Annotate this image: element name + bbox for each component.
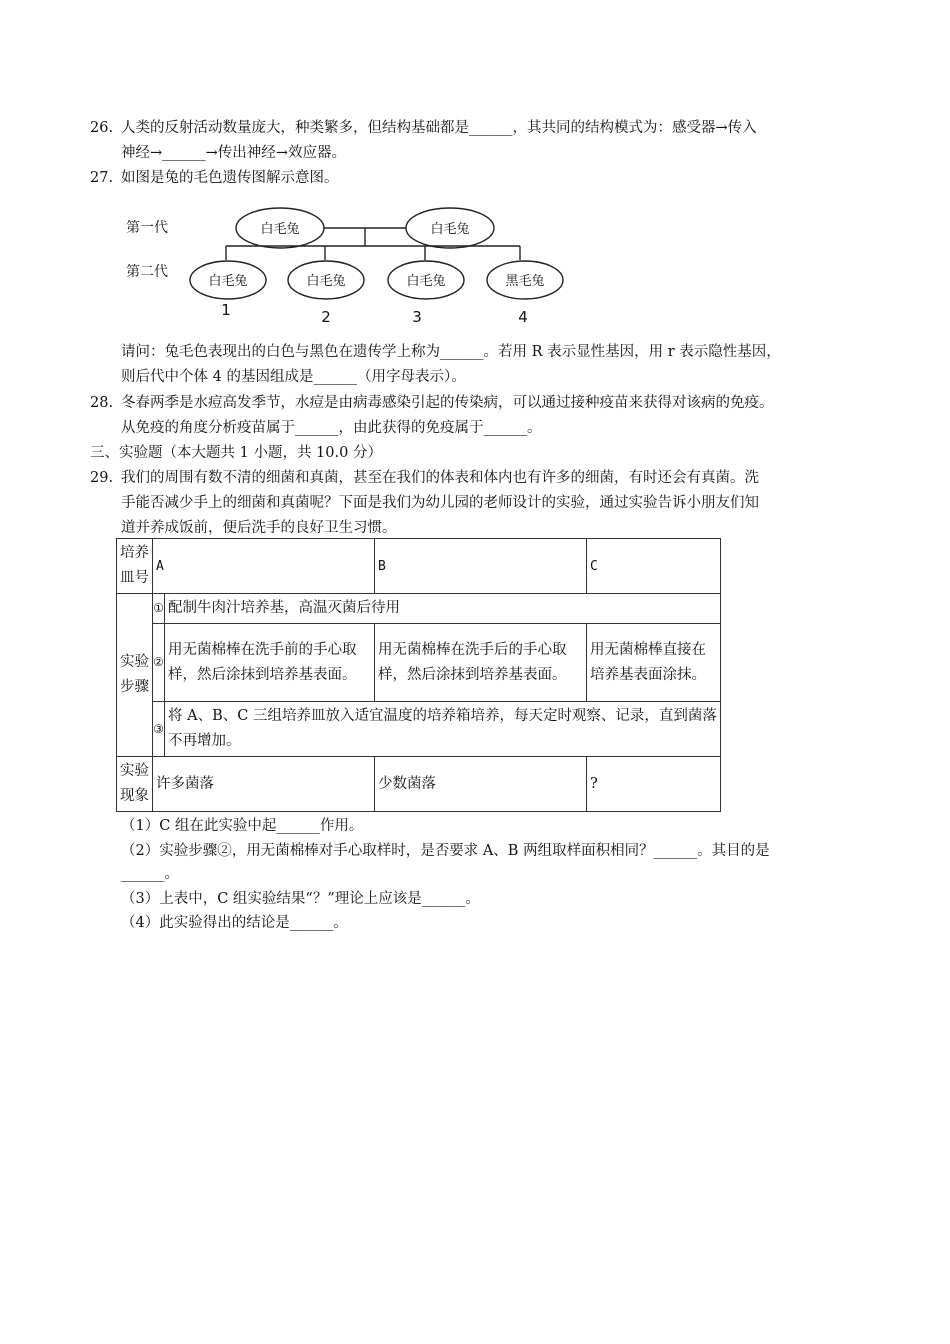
question-text-line: 手能否减少手上的细菌和真菌呢？下面是我们为幼儿园的老师设计的实验，通过实验告诉小朋友们知 (121, 495, 759, 511)
steps-label: 实验步骤 (117, 594, 153, 757)
step-2-a: 用无菌棉棒在洗手前的手心取样，然后涂抹到培养基表面。 (165, 624, 375, 702)
result-label: 实验现象 (117, 757, 153, 812)
table-row (117, 624, 721, 702)
question-29 (90, 466, 870, 541)
child-1-number: 1 (221, 301, 231, 319)
question-text-line: 人类的反射活动数量庞大，种类繁多，但结构基础都是______，其共同的结构模式为：感受器→传入 (121, 120, 757, 136)
rabbit-inheritance-diagram (120, 198, 580, 338)
child-1-label: 白毛兔 (208, 274, 248, 289)
step-2-number: ② (153, 624, 165, 702)
sub-question-4: （4）此实验得出的结论是______。 (121, 915, 348, 931)
table-row (117, 594, 721, 624)
dish-header-label: 培养皿号 (117, 539, 153, 594)
child-4-number: 4 (518, 308, 528, 326)
child-2-number: 2 (321, 308, 331, 326)
question-text-line: 我们的周围有数不清的细菌和真菌，甚至在我们的体表和体内也有许多的细菌，有时还会有真菌。洗 (121, 470, 759, 486)
question-number: 28. (90, 395, 114, 411)
child-2-label: 白毛兔 (306, 274, 346, 289)
table-row (117, 702, 721, 757)
dish-b: B (375, 539, 587, 594)
table-row (117, 757, 721, 812)
question-number: 29. (90, 470, 114, 486)
question-text-line: 如图是兔的毛色遗传图解示意图。 (121, 170, 339, 186)
question-number: 27. (90, 170, 114, 186)
table-row (117, 539, 721, 594)
question-text-line: 道并养成饭前，便后洗手的良好卫生习惯。 (121, 520, 397, 536)
step-1-number: ① (153, 594, 165, 624)
child-4-label: 黑毛兔 (505, 274, 545, 289)
generation-2-label: 第二代 (126, 264, 168, 280)
section-heading: 三、实验题（本大题共 1 小题，共 10.0 分） (90, 445, 382, 461)
dish-a: A (153, 539, 375, 594)
step-1-text: 配制牛肉汁培养基，高温灭菌后待用 (165, 594, 721, 624)
child-3-label: 白毛兔 (406, 274, 446, 289)
child-3-number: 3 (412, 308, 422, 326)
parent-left-label: 白毛兔 (260, 222, 300, 237)
question-text-line: 从免疫的角度分析疫苗属于______，由此获得的免疫属于______。 (121, 420, 542, 436)
result-c: ? (587, 757, 721, 812)
dish-c: C (587, 539, 721, 594)
result-a: 许多菌落 (153, 757, 375, 812)
sub-question-2: （2）实验步骤②，用无菌棉棒对手心取样时，是否要求 A、B 两组取样面积相同？______。其目的是 (121, 843, 770, 859)
question-27-ask (90, 340, 870, 390)
parent-right-label: 白毛兔 (430, 222, 470, 237)
step-3-text: 将 A、B、C 三组培养皿放入适宜温度的培养箱培养，每天定时观察、记录，直到菌落不再增加。 (165, 702, 721, 757)
question-26 (90, 116, 870, 166)
question-text-line: 请问：兔毛色表现出的白色与黑色在遗传学上称为______。若用 R 表示显性基因，用 r 表示隐性基因， (121, 344, 781, 360)
question-number: 26. (90, 120, 114, 136)
step-2-c: 用无菌棉棒直接在培养基表面涂抹。 (587, 624, 721, 702)
sub-question-3: （3）上表中，C 组实验结果“？”理论上应该是______。 (121, 891, 480, 907)
step-3-number: ③ (153, 702, 165, 757)
sub-question-1: （1）C 组在此实验中起______作用。 (121, 818, 364, 834)
question-text-line: 则后代中个体 4 的基因组成是______（用字母表示）。 (121, 369, 466, 385)
generation-1-label: 第一代 (126, 220, 168, 236)
step-2-b: 用无菌棉棒在洗手后的手心取样，然后涂抹到培养基表面。 (375, 624, 587, 702)
question-text-line: 神经→______→传出神经→效应器。 (121, 145, 346, 161)
experiment-table (116, 538, 721, 812)
result-b: 少数菌落 (375, 757, 587, 812)
question-text-line: 冬春两季是水痘高发季节，水痘是由病毒感染引起的传染病，可以通过接种疫苗来获得对该病的免疫。 (121, 395, 774, 411)
sub-question-2-cont: ______。 (121, 866, 179, 882)
question-28 (90, 391, 870, 441)
question-27 (90, 166, 870, 191)
